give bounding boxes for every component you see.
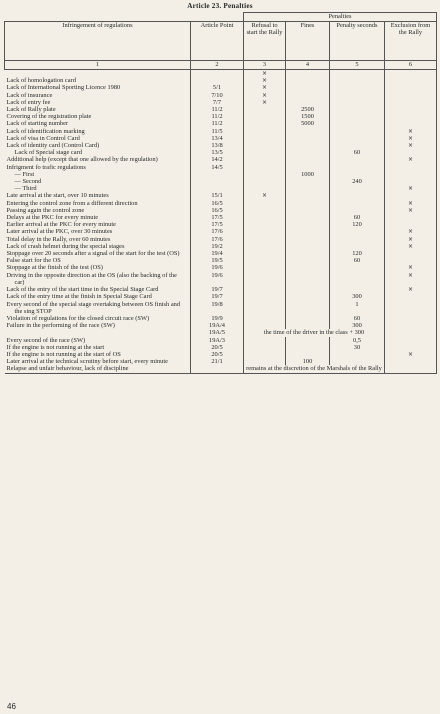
table-row <box>5 84 437 91</box>
infringement-cell: If the engine is not running at the start of OS <box>6 350 121 358</box>
infringement-cell: — Third <box>14 185 37 193</box>
table-row <box>5 214 437 221</box>
exclusion-mark <box>385 293 437 300</box>
fine-cell <box>286 272 330 286</box>
infringement-cell: Lack of visa in Control Card <box>6 134 80 142</box>
infringement-cell: Lack of entry fee <box>6 98 51 106</box>
exclusion-mark: × <box>385 228 437 235</box>
penalty-seconds-cell <box>330 92 385 99</box>
fine-cell <box>286 178 330 185</box>
article-cell: 11/2 <box>191 106 244 113</box>
table-row <box>5 257 437 264</box>
exclusion-mark <box>385 178 437 185</box>
refusal-mark <box>244 113 286 120</box>
infringement-cell: Relapse and unfair behaviour, lack of discipline <box>5 365 191 373</box>
fine-cell <box>286 214 330 221</box>
penalty-seconds-cell: 300 <box>330 322 385 329</box>
exclusion-mark <box>385 250 437 257</box>
penalty-seconds-cell <box>330 192 385 199</box>
infringement-cell: Lack of homologation card <box>6 77 76 85</box>
article-cell: 19/7 <box>191 293 244 300</box>
penalty-seconds-cell: 1 <box>330 301 385 315</box>
refusal-mark <box>244 250 286 257</box>
exclusion-mark: × <box>385 236 437 243</box>
exclusion-mark <box>385 70 437 78</box>
column-number: 1 <box>5 61 191 70</box>
table-row <box>5 365 437 373</box>
table-row <box>5 243 437 250</box>
article-cell: 16/5 <box>191 207 244 214</box>
refusal-mark <box>244 257 286 264</box>
penalty-seconds-cell <box>330 351 385 358</box>
infringement-cell: Delays at the PKC for every minute <box>6 214 99 222</box>
table-row <box>5 301 437 315</box>
infringement-cell: Lack of International Sporting Licence 1980 <box>6 84 121 92</box>
refusal-mark <box>244 207 286 214</box>
refusal-mark <box>244 221 286 228</box>
infringement-cell: Every second of the race (SW) <box>6 336 86 344</box>
refusal-mark <box>244 135 286 142</box>
table-row <box>5 149 437 156</box>
fine-cell <box>286 142 330 149</box>
infringement-cell: Late arrival at the start, over 10 minutes <box>6 192 109 200</box>
refusal-mark <box>244 351 286 358</box>
table-row <box>5 322 437 329</box>
table-row <box>5 272 437 286</box>
infringement-cell: Every second of the special stage overtaking between OS finish and the sing STOP <box>6 300 181 315</box>
fine-cell <box>286 221 330 228</box>
table-row <box>5 337 437 344</box>
penalty-seconds-cell <box>330 272 385 286</box>
table-row <box>5 228 437 235</box>
exclusion-mark <box>385 92 437 99</box>
refusal-mark <box>244 128 286 135</box>
refusal-mark <box>244 322 286 329</box>
penalty-seconds-cell <box>330 77 385 84</box>
infringement-cell <box>5 70 191 78</box>
article-cell: 21/1 <box>191 358 244 365</box>
page-title: Article 23. Penalties <box>187 2 253 10</box>
fine-cell <box>286 156 330 163</box>
exclusion-mark: × <box>385 200 437 207</box>
refusal-mark <box>244 272 286 286</box>
penalty-seconds-cell: 120 <box>330 250 385 257</box>
article-cell: 17/6 <box>191 236 244 243</box>
fine-cell <box>286 286 330 293</box>
header-exclusion: Exclusion from the Rally <box>385 22 437 61</box>
article-cell: 17/5 <box>191 214 244 221</box>
article-cell: 7/7 <box>191 99 244 106</box>
table-row <box>5 120 437 127</box>
penalties-table-body <box>5 70 437 374</box>
article-cell: 14/2 <box>191 156 244 163</box>
fine-cell: 5000 <box>286 120 330 127</box>
table-row <box>5 293 437 300</box>
fine-cell <box>286 293 330 300</box>
fine-cell <box>286 77 330 84</box>
table-row <box>5 185 437 192</box>
infringement-cell: Passing again the control zone <box>6 206 85 214</box>
penalty-seconds-cell <box>330 84 385 91</box>
exclusion-mark <box>385 113 437 120</box>
table-row <box>5 135 437 142</box>
fine-cell <box>286 135 330 142</box>
infringement-cell: Entering the control zone from a different direction <box>6 199 138 207</box>
penalty-seconds-cell <box>330 70 385 78</box>
page-number: 46 <box>7 702 16 711</box>
fine-cell <box>286 99 330 106</box>
article-cell: 19/6 <box>191 272 244 286</box>
fine-cell <box>286 250 330 257</box>
table-row <box>5 264 437 271</box>
table-row <box>5 113 437 120</box>
infringement-cell: Lack of Rally plate <box>6 106 56 114</box>
exclusion-mark <box>385 171 437 178</box>
article-cell: 19/9 <box>191 315 244 322</box>
penalty-seconds-cell <box>330 120 385 127</box>
fine-cell <box>286 228 330 235</box>
header-penalty-seconds: Penalty seconds <box>330 22 385 61</box>
fine-cell <box>286 84 330 91</box>
fine-cell <box>286 200 330 207</box>
fine-cell <box>286 185 330 192</box>
infringement-cell: Lack of crash helmet during the special stages <box>6 242 125 250</box>
article-cell: 5/1 <box>191 84 244 91</box>
infringement-cell: Covering of the registration plate <box>6 113 92 121</box>
infringement-cell: Lack of identification marking <box>6 127 85 135</box>
penalty-seconds-cell <box>330 286 385 293</box>
fine-cell <box>286 128 330 135</box>
fine-cell <box>286 92 330 99</box>
header-fines: Fines <box>286 22 330 61</box>
table-row <box>5 128 437 135</box>
refusal-mark: × <box>244 99 286 106</box>
penalty-seconds-cell <box>330 185 385 192</box>
refusal-mark <box>244 142 286 149</box>
exclusion-mark <box>385 99 437 106</box>
penalty-seconds-cell <box>330 142 385 149</box>
penalty-seconds-cell: 120 <box>330 221 385 228</box>
exclusion-cell <box>385 365 437 373</box>
penalty-seconds-cell <box>330 171 385 178</box>
article-cell <box>191 77 244 84</box>
refusal-mark <box>244 228 286 235</box>
exclusion-mark <box>385 77 437 84</box>
refusal-mark: × <box>244 84 286 91</box>
penalty-seconds-cell: 300 <box>330 293 385 300</box>
table-row <box>5 171 437 178</box>
column-number: 3 <box>244 61 286 70</box>
fine-cell <box>286 70 330 78</box>
fine-cell <box>286 243 330 250</box>
penalty-seconds-cell <box>330 358 385 365</box>
exclusion-mark: × <box>385 156 437 163</box>
exclusion-mark: × <box>385 351 437 358</box>
table-row <box>5 351 437 358</box>
exclusion-mark: × <box>385 243 437 250</box>
penalty-seconds-cell <box>330 243 385 250</box>
table-row <box>5 221 437 228</box>
refusal-mark <box>244 315 286 322</box>
refusal-mark <box>244 301 286 315</box>
penalty-seconds-cell: 60 <box>330 214 385 221</box>
penalty-seconds-cell: 60 <box>330 257 385 264</box>
article-cell: 17/5 <box>191 221 244 228</box>
infringement-cell: Infrigment fo trafic regulations <box>6 163 86 171</box>
refusal-mark <box>244 337 286 344</box>
penalty-seconds-cell <box>330 200 385 207</box>
refusal-mark <box>244 214 286 221</box>
article-cell: 19/6 <box>191 264 244 271</box>
table-row <box>5 92 437 99</box>
table-row <box>5 286 437 293</box>
penalty-seconds-cell: 240 <box>330 178 385 185</box>
refusal-mark: × <box>244 92 286 99</box>
article-cell: 13/5 <box>191 149 244 156</box>
article-cell: 19/7 <box>191 286 244 293</box>
article-cell: 11/2 <box>191 120 244 127</box>
infringement-cell: Total delay in the Rally, over 60 minutes <box>6 235 111 243</box>
fine-cell <box>286 337 330 344</box>
article-cell: 19A/4 <box>191 322 244 329</box>
exclusion-mark: × <box>385 264 437 271</box>
infringement-cell: Lack of Special stage card <box>14 149 82 157</box>
exclusion-mark: × <box>385 286 437 293</box>
fine-cell <box>286 322 330 329</box>
table-row <box>5 106 437 113</box>
infringement-cell: Additional help (except that one allowed by the regulation) <box>6 156 158 164</box>
table-row <box>5 200 437 207</box>
table-row <box>5 142 437 149</box>
exclusion-cell <box>385 329 437 336</box>
exclusion-mark <box>385 106 437 113</box>
header-penalties-group: Penalties <box>244 13 437 22</box>
exclusion-mark <box>385 214 437 221</box>
refusal-mark <box>244 286 286 293</box>
article-cell <box>191 70 244 78</box>
refusal-mark <box>244 120 286 127</box>
fine-cell: 2500 <box>286 106 330 113</box>
infringement-cell: Stoppage over 20 seconds after a signal of the start for the test (OS) <box>6 250 180 258</box>
penalty-seconds-cell <box>330 113 385 120</box>
header-infringement: Infringement of regulations <box>5 22 191 61</box>
table-row <box>5 315 437 322</box>
fine-cell <box>286 344 330 351</box>
header-refusal: Refusal to start the Rally <box>244 22 286 61</box>
article-cell: 13/4 <box>191 135 244 142</box>
exclusion-mark <box>385 344 437 351</box>
infringement-cell: Lack of starting number <box>6 120 69 128</box>
article-cell: 20/5 <box>191 351 244 358</box>
penalty-note-cell: remains at the discretion of the Marshals of the Rally <box>244 365 385 373</box>
exclusion-mark <box>385 337 437 344</box>
fine-cell <box>286 257 330 264</box>
infringement-cell: Lack of identity card (Control Card) <box>6 142 100 150</box>
penalty-seconds-cell <box>330 99 385 106</box>
exclusion-mark <box>385 315 437 322</box>
column-number: 6 <box>385 61 437 70</box>
table-row <box>5 329 437 336</box>
article-cell <box>191 178 244 185</box>
exclusion-mark <box>385 192 437 199</box>
exclusion-mark: × <box>385 272 437 286</box>
infringement-cell: Driving in the opposite direction at the OS (also the backing of the car) <box>6 271 177 286</box>
infringement-cell <box>5 329 191 336</box>
infringement-cell: Later arrival at the PKC, over 30 minutes <box>6 228 113 236</box>
refusal-mark <box>244 164 286 171</box>
refusal-mark <box>244 264 286 271</box>
article-cell: 7/10 <box>191 92 244 99</box>
penalty-seconds-cell <box>330 135 385 142</box>
infringement-cell: — Second <box>14 178 42 186</box>
article-cell <box>191 365 244 373</box>
table-row <box>5 70 437 78</box>
refusal-mark: × <box>244 77 286 84</box>
fine-cell <box>286 301 330 315</box>
exclusion-mark <box>385 301 437 315</box>
refusal-mark: × <box>244 192 286 199</box>
header-article-point: Article Point <box>191 22 244 61</box>
article-cell: 17/6 <box>191 228 244 235</box>
fine-cell <box>286 351 330 358</box>
table-row <box>5 164 437 171</box>
refusal-mark <box>244 344 286 351</box>
article-cell: 14/5 <box>191 164 244 171</box>
infringement-cell: Lack of insurance <box>6 91 53 99</box>
penalty-seconds-cell: 60 <box>330 315 385 322</box>
refusal-mark <box>244 293 286 300</box>
refusal-mark <box>244 200 286 207</box>
article-cell: 20/5 <box>191 344 244 351</box>
exclusion-mark: × <box>385 128 437 135</box>
refusal-mark <box>244 156 286 163</box>
column-number: 4 <box>286 61 330 70</box>
infringement-cell: Lack of the entry of the start time in the Special Stage Card <box>6 286 159 294</box>
exclusion-mark <box>385 84 437 91</box>
refusal-mark <box>244 236 286 243</box>
table-row <box>5 156 437 163</box>
exclusion-mark: × <box>385 135 437 142</box>
infringement-cell: Stoppage at the finish of the test (OS) <box>6 264 103 272</box>
penalties-table <box>4 12 437 374</box>
refusal-mark <box>244 149 286 156</box>
infringement-cell: If the engine is not running at the start <box>6 343 105 351</box>
exclusion-mark: × <box>385 207 437 214</box>
infringement-cell: Earlier arrival at the PKC for every minute <box>6 221 116 229</box>
penalty-seconds-cell <box>330 236 385 243</box>
column-number: 2 <box>191 61 244 70</box>
fine-cell <box>286 164 330 171</box>
exclusion-mark <box>385 358 437 365</box>
exclusion-mark: × <box>385 142 437 149</box>
article-cell: 19/8 <box>191 301 244 315</box>
exclusion-mark: × <box>385 185 437 192</box>
fine-cell <box>286 149 330 156</box>
table-row <box>5 250 437 257</box>
refusal-mark <box>244 171 286 178</box>
fine-cell <box>286 264 330 271</box>
article-cell: 13/8 <box>191 142 244 149</box>
exclusion-mark <box>385 221 437 228</box>
table-row <box>5 236 437 243</box>
penalty-seconds-cell <box>330 228 385 235</box>
refusal-mark <box>244 243 286 250</box>
article-cell: 19A/5 <box>191 329 244 336</box>
table-row <box>5 207 437 214</box>
article-cell <box>191 185 244 192</box>
refusal-mark: × <box>244 70 286 78</box>
article-cell: 19/4 <box>191 250 244 257</box>
table-row <box>5 99 437 106</box>
fine-cell: 1000 <box>286 171 330 178</box>
infringement-cell: Lack of the entry time at the finish in Special Stage Card <box>6 293 152 301</box>
penalty-seconds-cell <box>330 264 385 271</box>
fine-cell <box>286 207 330 214</box>
fine-cell: 1500 <box>286 113 330 120</box>
article-cell: 19A/3 <box>191 337 244 344</box>
penalty-seconds-cell <box>330 106 385 113</box>
fine-cell: 100 <box>286 358 330 365</box>
article-cell: 15/1 <box>191 192 244 199</box>
penalty-seconds-cell: 30 <box>330 344 385 351</box>
refusal-mark <box>244 358 286 365</box>
article-cell: 19/5 <box>191 257 244 264</box>
infringement-cell: False start for the OS <box>6 257 61 265</box>
table-row <box>5 77 437 84</box>
infringement-cell: Later arrival at the technical scrutiny before start, every minute <box>6 358 168 366</box>
refusal-mark <box>244 185 286 192</box>
article-cell: 11/5 <box>191 128 244 135</box>
refusal-mark <box>244 106 286 113</box>
table-row <box>5 358 437 365</box>
exclusion-mark <box>385 257 437 264</box>
exclusion-mark <box>385 164 437 171</box>
fine-cell <box>286 236 330 243</box>
column-number: 5 <box>330 61 385 70</box>
table-row <box>5 192 437 199</box>
penalty-note-cell: the time of the driver in the class + 300 <box>244 329 385 336</box>
table-row <box>5 178 437 185</box>
table-row <box>5 344 437 351</box>
infringement-cell: Failure in the performing of the race (SW) <box>6 322 115 330</box>
exclusion-mark <box>385 149 437 156</box>
refusal-mark <box>244 178 286 185</box>
penalty-seconds-cell <box>330 128 385 135</box>
article-cell: 19/2 <box>191 243 244 250</box>
penalty-seconds-cell: 60 <box>330 149 385 156</box>
fine-cell <box>286 192 330 199</box>
penalty-seconds-cell <box>330 156 385 163</box>
infringement-cell: Violation of regulations for the closed circuit race (SW) <box>6 314 150 322</box>
penalty-seconds-cell <box>330 164 385 171</box>
penalty-seconds-cell: 0,5 <box>330 337 385 344</box>
exclusion-mark <box>385 322 437 329</box>
article-cell <box>191 171 244 178</box>
penalty-seconds-cell <box>330 207 385 214</box>
article-cell: 11/2 <box>191 113 244 120</box>
fine-cell <box>286 315 330 322</box>
article-cell: 16/5 <box>191 200 244 207</box>
infringement-cell: — First <box>14 170 35 178</box>
exclusion-mark <box>385 120 437 127</box>
